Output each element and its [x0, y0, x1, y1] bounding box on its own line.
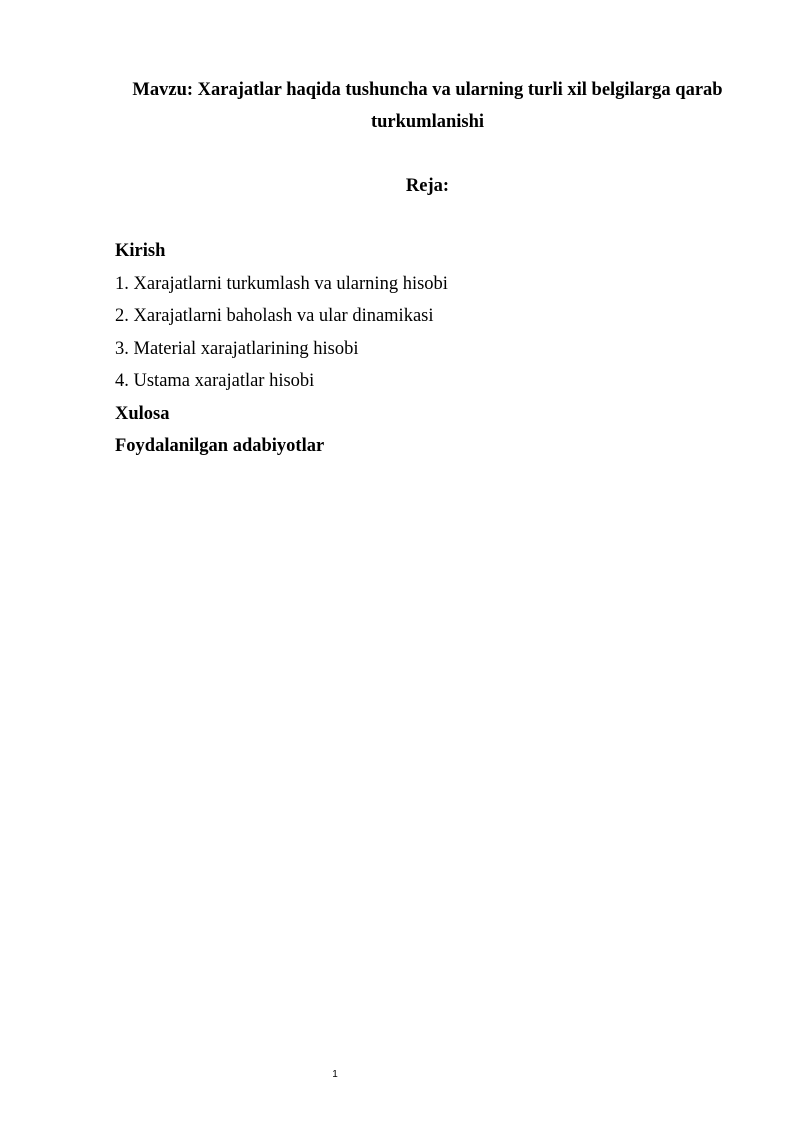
plan-heading: Reja:: [405, 176, 450, 196]
toc-item-1: 1. Xarajatlarni turkumlash va ularning hisobi: [115, 273, 448, 294]
document-title: Mavzu: Xarajatlar haqida tushuncha va ularning turli xil belgilarga qarab turkumlanishi: [132, 80, 723, 132]
page-number: 1: [332, 1069, 338, 1080]
toc-item-3: 3. Material xarajatlarining hisobi: [115, 338, 359, 359]
toc-item-conclusion: Xulosa: [115, 403, 170, 424]
toc-item-references: Foydalanilgan adabiyotlar: [115, 436, 325, 456]
toc-item-4: 4. Ustama xarajatlar hisobi: [115, 371, 315, 391]
toc-item-2: 2. Xarajatlarni baholash va ular dinamikasi: [115, 306, 434, 326]
toc-item-introduction: Kirish: [115, 241, 166, 261]
table-of-contents: [115, 237, 740, 465]
